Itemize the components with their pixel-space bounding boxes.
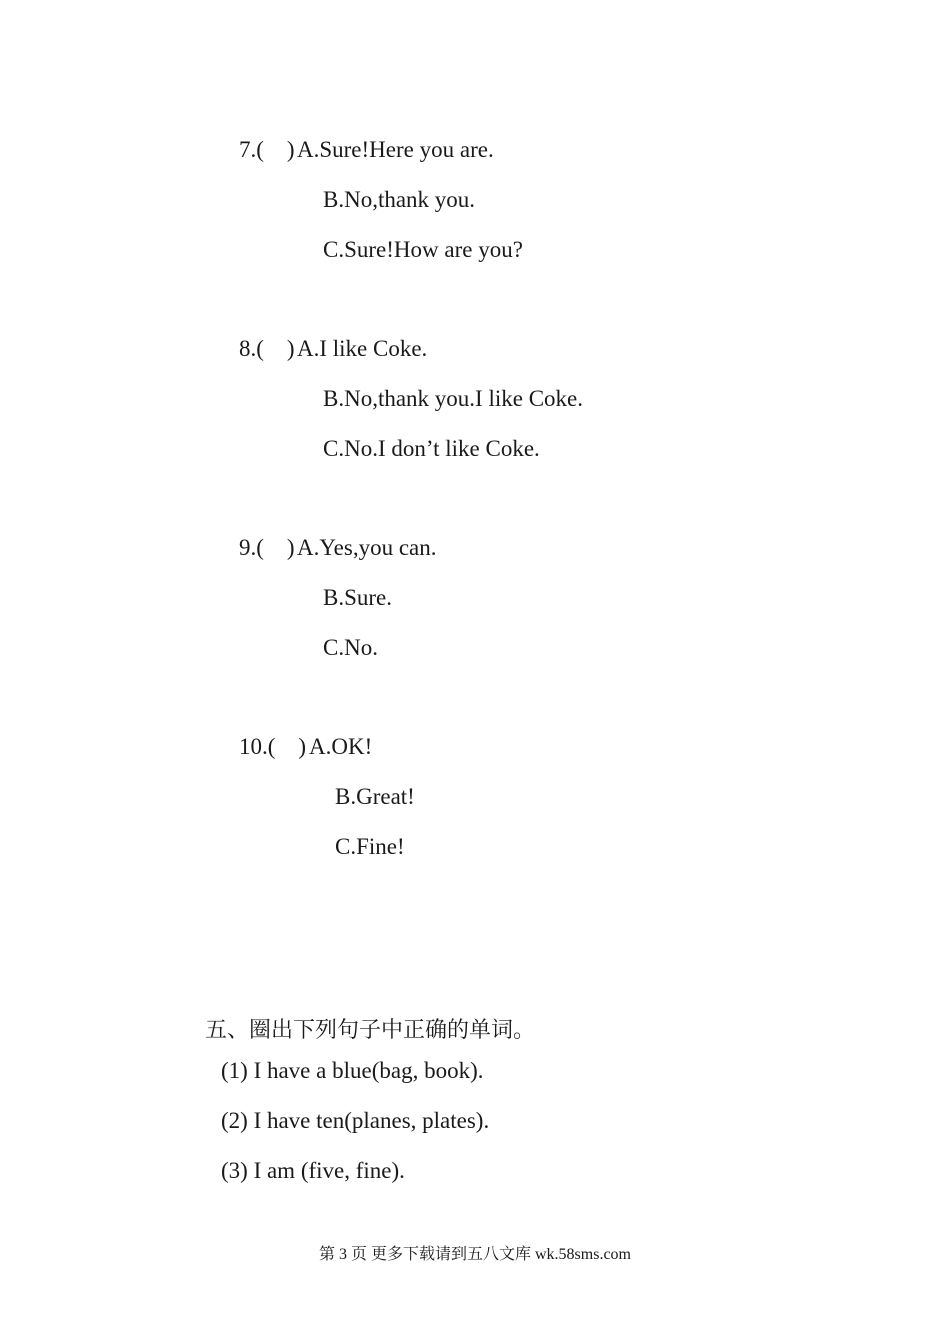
option-c: C.No.I don’t like Coke. bbox=[323, 436, 540, 461]
option-b: B.Great! bbox=[335, 784, 415, 809]
question-number: 8.( ) bbox=[239, 336, 295, 361]
exercise-item: (1) I have a blue(bag, book). bbox=[221, 1058, 484, 1083]
exercise-item: (2) I have ten(planes, plates). bbox=[221, 1108, 490, 1133]
option-b: B.Sure. bbox=[323, 585, 392, 610]
option-c: C.No. bbox=[323, 635, 378, 660]
option-c: C.Sure!How are you? bbox=[323, 237, 523, 262]
option-b: B.No,thank you.I like Coke. bbox=[323, 386, 583, 411]
question-number: 10.( ) bbox=[239, 734, 307, 759]
section-heading: 五、圈出下列句子中正确的单词。 bbox=[205, 1018, 536, 1043]
question-number: 7.( ) bbox=[239, 137, 295, 162]
option-a: A.I like Coke. bbox=[297, 336, 428, 361]
page-footer: 第 3 页 更多下载请到五八文库 wk.58sms.com bbox=[318, 1246, 631, 1263]
option-a: A.OK! bbox=[309, 734, 373, 759]
option-a: A.Sure!Here you are. bbox=[297, 137, 494, 162]
question-number: 9.( ) bbox=[239, 535, 295, 560]
option-b: B.No,thank you. bbox=[323, 187, 476, 212]
exercise-item: (3) I am (five, fine). bbox=[221, 1158, 405, 1183]
option-c: C.Fine! bbox=[335, 834, 405, 859]
option-a: A.Yes,you can. bbox=[297, 535, 437, 560]
